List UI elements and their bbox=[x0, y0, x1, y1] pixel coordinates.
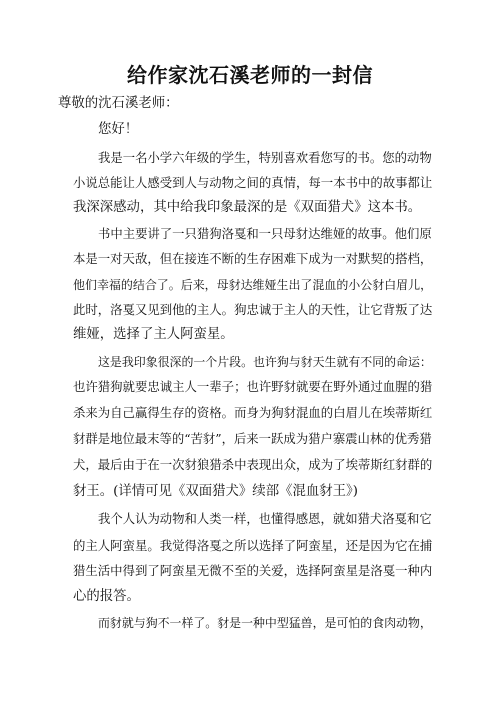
letter-line: 犬，最后由于在一次豺狼猎杀中表现出众，成为了埃蒂斯红豺群的 bbox=[73, 457, 432, 472]
greeting-line: 您好！ bbox=[98, 122, 139, 137]
letter-line: 维娅，选择了主人阿蛮星。 bbox=[73, 327, 234, 342]
letter-line: 猎生活中得到了阿蛮星无微不至的关爱，选择阿蛮星是洛戛一种内 bbox=[73, 563, 432, 578]
letter-line: 书中主要讲了一只猎狗洛戛和一只母豺达维娅的故事。他们原 bbox=[98, 227, 432, 241]
letter-line: 豺王。(详情可见《双面猎犬》续部《混血豺王》) bbox=[73, 484, 358, 499]
letter-line: 我个人认为动物和人类一样，也懂得感恩，就如猎犬洛戛和它 bbox=[98, 512, 432, 526]
letter-line: 杀来为自己赢得生存的资格。而身为狗豺混血的白眉儿在埃蒂斯红 bbox=[73, 405, 432, 420]
letter-line: 心的报答。 bbox=[73, 589, 140, 604]
letter-line: 小说总能让人感受到人与动物之间的真情，每一本书中的故事都让 bbox=[73, 175, 432, 190]
letter-line: 的主人阿蛮星。我觉得洛戛之所以选择了阿蛮星，还是因为它在捕 bbox=[73, 538, 432, 553]
letter-line: 这是我印象很深的一个片段。也许狗与豺天生就有不同的命运： bbox=[98, 355, 432, 369]
letter-line: 此时，洛戛又见到他的主人。狗忠诚于主人的天性，让它背叛了达 bbox=[73, 302, 432, 317]
letter-title: 给作家沈石溪老师的一封信 bbox=[127, 63, 373, 87]
letter-line: 他们幸福的结合了。后来，母豺达维娅生出了混血的小公豺白眉儿， bbox=[73, 278, 432, 292]
letter-line: 我是一名小学六年级的学生，特别喜欢看您写的书。您的动物 bbox=[98, 151, 432, 165]
letter-line: 而豺就与狗不一样了。豺是一种中型猛兽，是可怕的食肉动物， bbox=[98, 616, 432, 630]
letter-line: 我深深感动，其中给我印象最深的是《双面猎犬》这本书。 bbox=[73, 200, 422, 215]
letter-line: 本是一对天敌，但在接连不断的生存困难下成为一对默契的搭档， bbox=[73, 251, 432, 266]
letter-line: 也许猎狗就要忠诚主人一辈子；也许野豺就要在野外通过血腥的猎 bbox=[73, 379, 432, 394]
letter-line: 豺群是地位最末等的“苦豺”，后来一跃成为猎户寨震山林的优秀猎 bbox=[73, 432, 432, 446]
salutation: 尊敬的沈石溪老师： bbox=[58, 96, 179, 111]
